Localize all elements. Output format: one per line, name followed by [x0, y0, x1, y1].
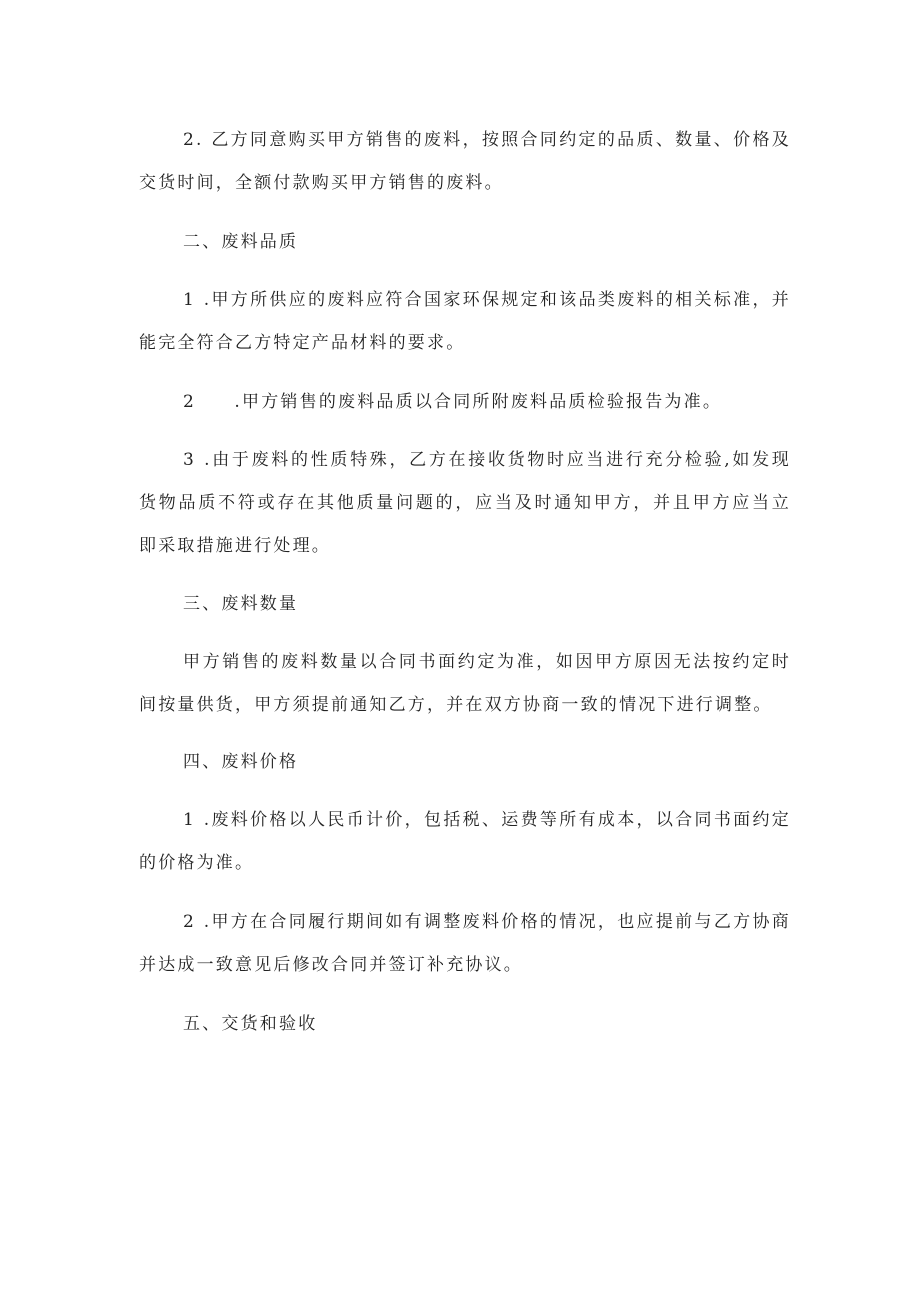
clause-price-2: 2 .甲方在合同履行期间如有调整废料价格的情况，也应提前与乙方协商并达成一致意见后修改合同并签订补充协议。: [139, 912, 791, 975]
clause-2-purchase-agreement: 2. 乙方同意购买甲方销售的废料，按照合同约定的品质、数量、价格及交货时间，全额付款购买甲方销售的废料。: [139, 130, 791, 193]
section-heading-quantity: 三、废料数量: [183, 594, 299, 614]
section-heading-delivery: 五、交货和验收: [183, 1014, 318, 1034]
clause-quality-1: 1 .甲方所供应的废料应符合国家环保规定和该品类废料的相关标准，并能完全符合乙方特定产品材料的要求。: [139, 290, 791, 353]
clause-quality-2: 2 .甲方销售的废料品质以合同所附废料品质检验报告为准。: [183, 392, 723, 412]
section-heading-quality: 二、废料品质: [183, 232, 299, 252]
clause-quality-3: 3 .由于废料的性质特殊，乙方在接收货物时应当进行充分检验,如发现货物品质不符或存在其他质量问题的，应当及时通知甲方，并且甲方应当立即采取措施进行处理。: [139, 450, 791, 556]
clause-price-1: 1 .废料价格以人民币计价，包括税、运费等所有成本，以合同书面约定的价格为准。: [139, 810, 791, 873]
section-heading-price: 四、废料价格: [183, 752, 299, 772]
clause-quantity: 甲方销售的废料数量以合同书面约定为准，如因甲方原因无法按约定时间按量供货，甲方须提前通知乙方，并在双方协商一致的情况下进行调整。: [139, 652, 791, 715]
